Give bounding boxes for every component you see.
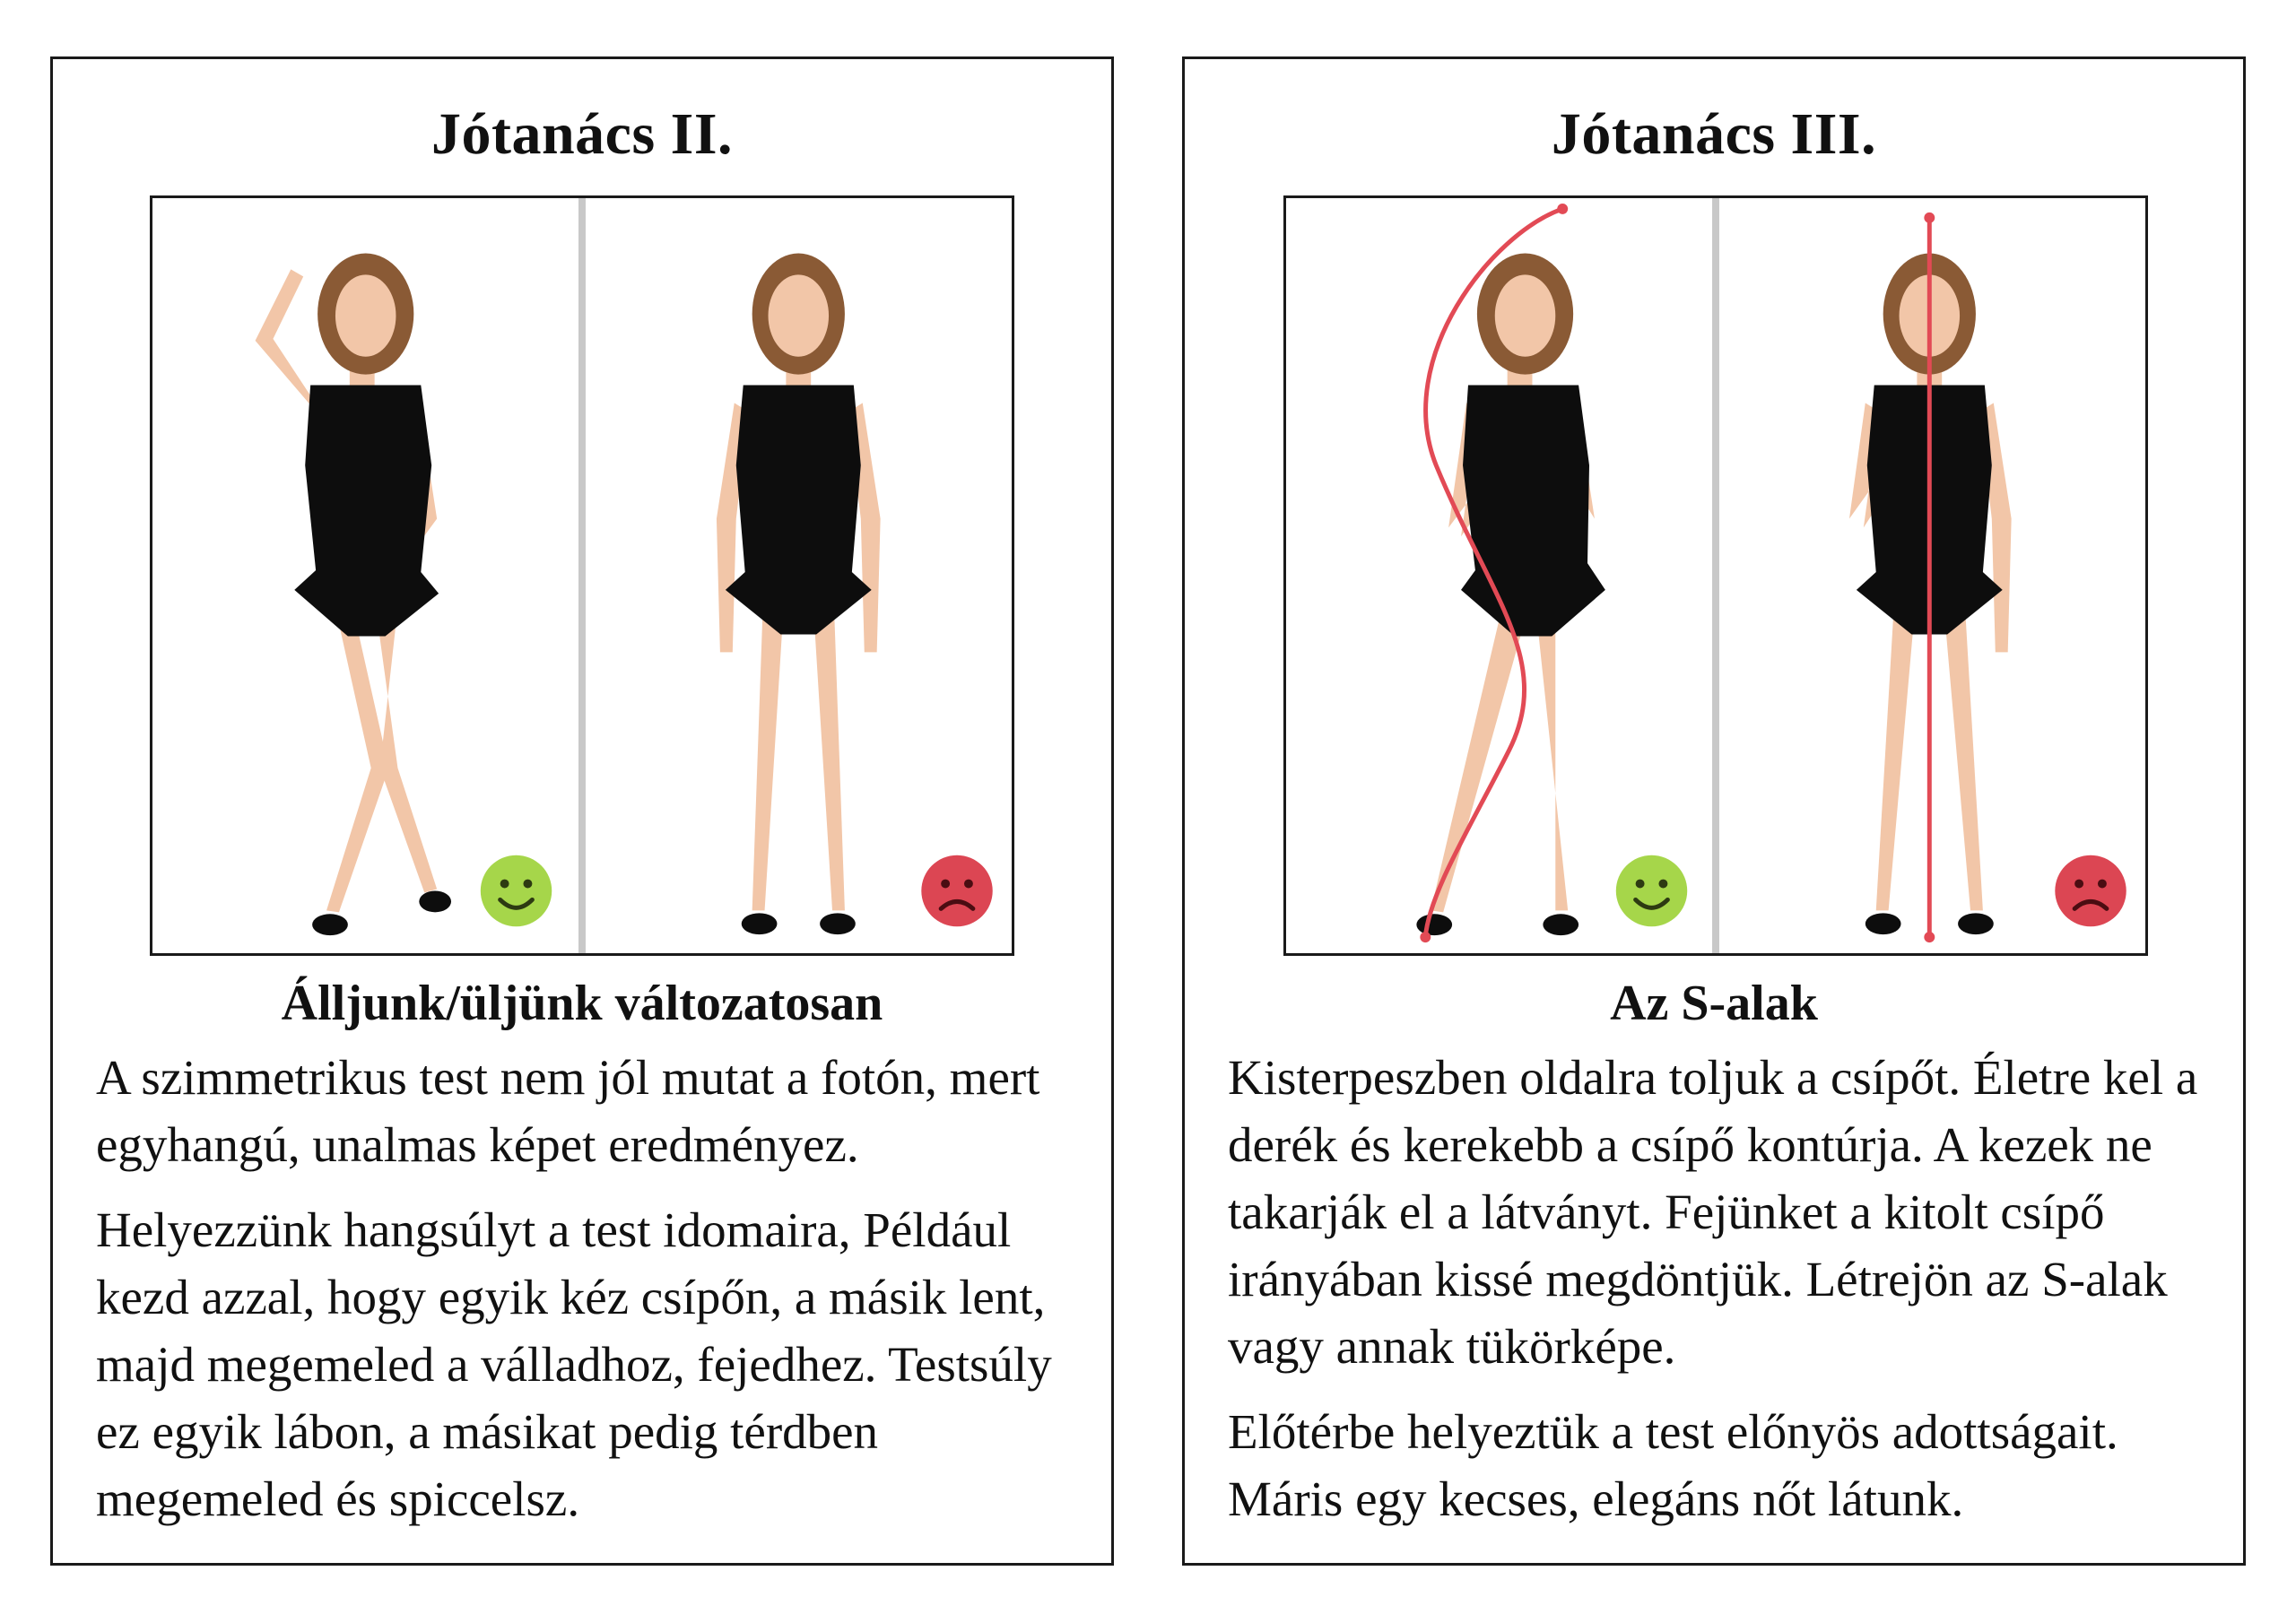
tip-card-2 [50, 56, 1114, 1566]
card-title: Jótanács II. [430, 101, 734, 167]
happy-face-icon [481, 855, 552, 926]
card-body [96, 1044, 1075, 1532]
model-symmetric-pose [717, 254, 881, 935]
card-caption: Álljunk/üljünk változatosan [281, 976, 883, 1031]
tip-card-3 [1182, 56, 2246, 1566]
s-shape-comparison-photo [1283, 195, 2148, 956]
body-paragraph: A szimmetrikus test nem jól mutat a fotón, mert egyhangú, unalmas képet eredményez. [96, 1050, 1040, 1172]
body-paragraph: Előtérbe helyeztük a test előnyös adottságait. Máris egy kecses, elegáns nőt látunk. [1228, 1404, 2118, 1526]
card-caption: Az S-alak [1610, 976, 1818, 1031]
body-paragraph: Kisterpeszben oldalra toljuk a csípőt. Életre kel a derék és kerekebb a csípő kontúrja. A kezek ne takarják el a látványt. Fejünket a kitolt csípő irányában kissé megdöntjük. Létrejön az S-alak vagy annak tükörképe. [1228, 1050, 2198, 1374]
sad-face-icon [2055, 855, 2126, 926]
body-paragraph: Helyezzünk hangsúlyt a test idomaira, Például kezd azzal, hogy egyik kéz csípőn, a másik lent, majd megemeled a válladhoz, fejedhez. Testsúly ez egyik lábon, a másikat pedig térdben megemeled és spiccelsz. [96, 1202, 1052, 1526]
model-varied-pose [256, 254, 451, 936]
photo-divider [578, 198, 586, 953]
model-s-pose [1416, 254, 1605, 936]
card-body [1228, 1044, 2207, 1532]
happy-face-icon [1616, 855, 1687, 926]
card-title: Jótanács III. [1551, 101, 1877, 167]
pose-comparison-photo [150, 195, 1014, 956]
sad-face-icon [921, 855, 992, 926]
photo-divider [1712, 198, 1719, 953]
